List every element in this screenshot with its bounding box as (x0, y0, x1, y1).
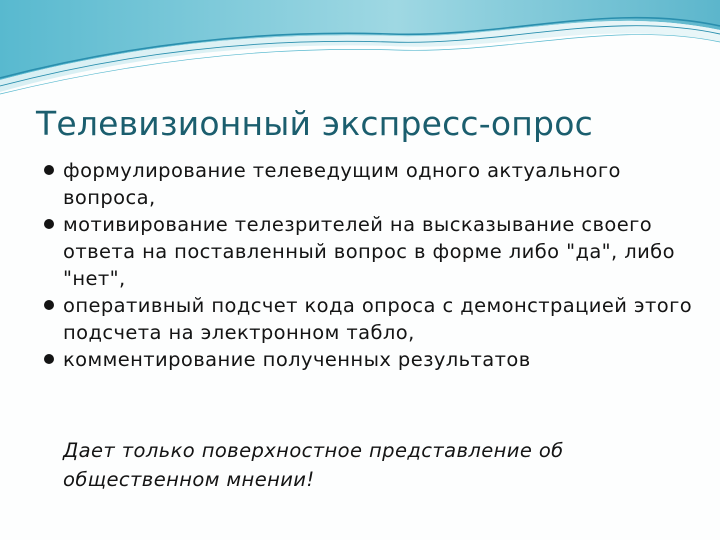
bullet-item (44, 346, 694, 373)
bullet-dot-icon (44, 219, 54, 229)
bullet-text: формулирование телеведущим одного актуального вопроса, (63, 159, 621, 209)
bullet-dot-icon (44, 300, 54, 310)
bullet-text: мотивирование телезрителей на высказывание своего ответа на поставленный вопрос в форме либо "да", либо "нет", (63, 213, 675, 290)
bullet-dot-icon (44, 165, 54, 175)
bullet-item (44, 292, 694, 346)
bullet-text: комментирование полученных результатов (63, 348, 531, 371)
bullet-item (44, 157, 694, 211)
bullet-list (44, 157, 694, 373)
decorative-wave-banner (0, 0, 720, 110)
bullet-item (44, 211, 694, 292)
slide-title: Телевизионный экспресс-опрос (36, 104, 593, 143)
conclusion-note: Дает только поверхностное представление об общественном мнении! (63, 439, 564, 491)
bullet-dot-icon (44, 354, 54, 364)
bullet-text: оперативный подсчет кода опроса с демонстрацией этого подсчета на электронном табло, (63, 294, 693, 344)
